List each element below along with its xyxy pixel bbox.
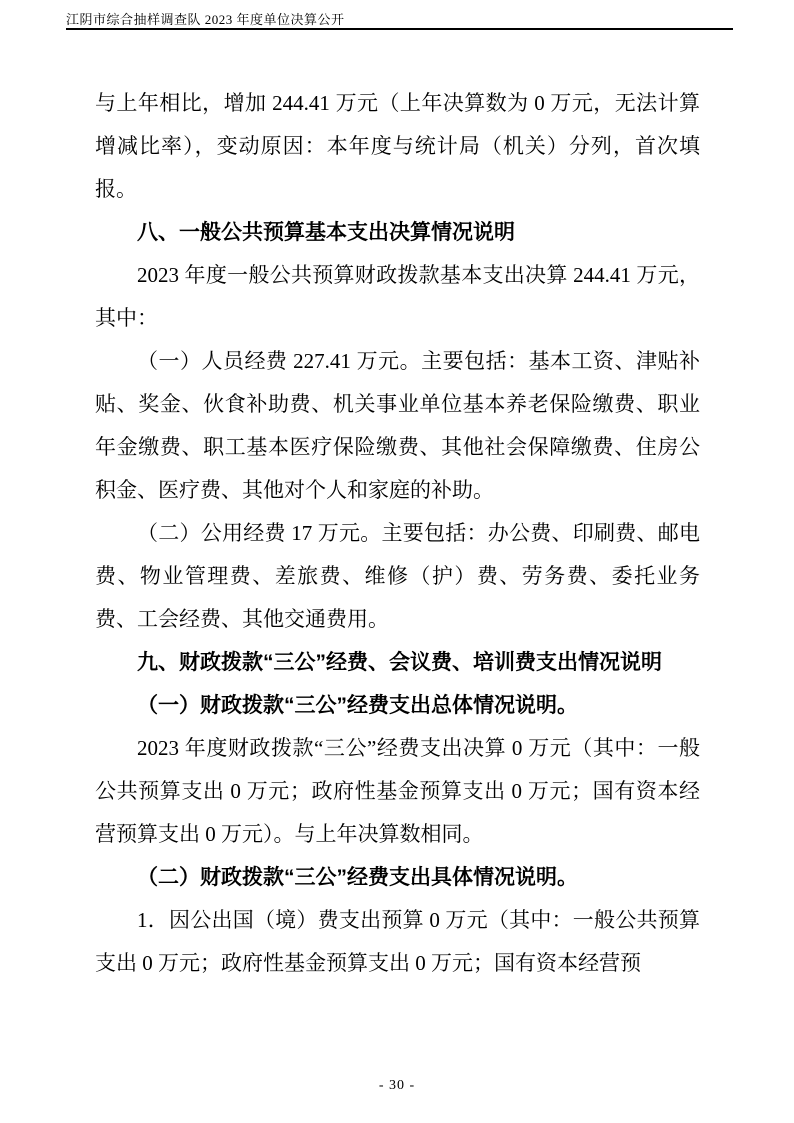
document-body — [95, 82, 700, 985]
paragraph-three-public-total: 2023 年度财政拨款“三公”经费支出决算 0 万元（其中：一般公共预算支出 0 万元；政府性基金预算支出 0 万元；国有资本经营预算支出 0 万元）。与上年决算数相同。 — [95, 736, 700, 846]
paragraph-change-vs-last-year: 与上年相比，增加 244.41 万元（上年决算数为 0 万元，无法计算增减比率），变动原因：本年度与统计局（机关）分列，首次填报。 — [95, 91, 700, 201]
paragraph-public-expenses: （二）公用经费 17 万元。主要包括：办公费、印刷费、邮电费、物业管理费、差旅费、维修（护）费、劳务费、委托业务费、工会经费、其他交通费用。 — [95, 521, 700, 631]
header-rule — [66, 28, 733, 30]
page-header-title: 江阴市综合抽样调查队 2023 年度单位决算公开 — [66, 12, 345, 27]
paragraph-personnel-expenses: （一）人员经费 227.41 万元。主要包括：基本工资、津贴补贴、奖金、伙食补助费、机关事业单位基本养老保险缴费、职业年金缴费、职工基本医疗保险缴费、其他社会保障缴费、住房公积金、医疗费、其他对个人和家庭的补助。 — [95, 349, 700, 502]
paragraph-overseas-travel-expense: 1．因公出国（境）费支出预算 0 万元（其中：一般公共预算支出 0 万元；政府性基金预算支出 0 万元；国有资本经营预 — [95, 908, 700, 975]
section-heading-9-three-public-funds: 九、财政拨款“三公”经费、会议费、培训费支出情况说明 — [137, 651, 662, 674]
section-heading-8-basic-expenditure: 八、一般公共预算基本支出决算情况说明 — [137, 221, 515, 244]
paragraph-basic-expenditure-total: 2023 年度一般公共预算财政拨款基本支出决算 244.41 万元，其中： — [95, 263, 700, 330]
subsection-heading-specific-three-public: （二）财政拨款“三公”经费支出具体情况说明。 — [137, 866, 578, 889]
subsection-heading-overall-three-public: （一）财政拨款“三公”经费支出总体情况说明。 — [137, 694, 578, 717]
page-number: - 30 - — [378, 1078, 416, 1093]
